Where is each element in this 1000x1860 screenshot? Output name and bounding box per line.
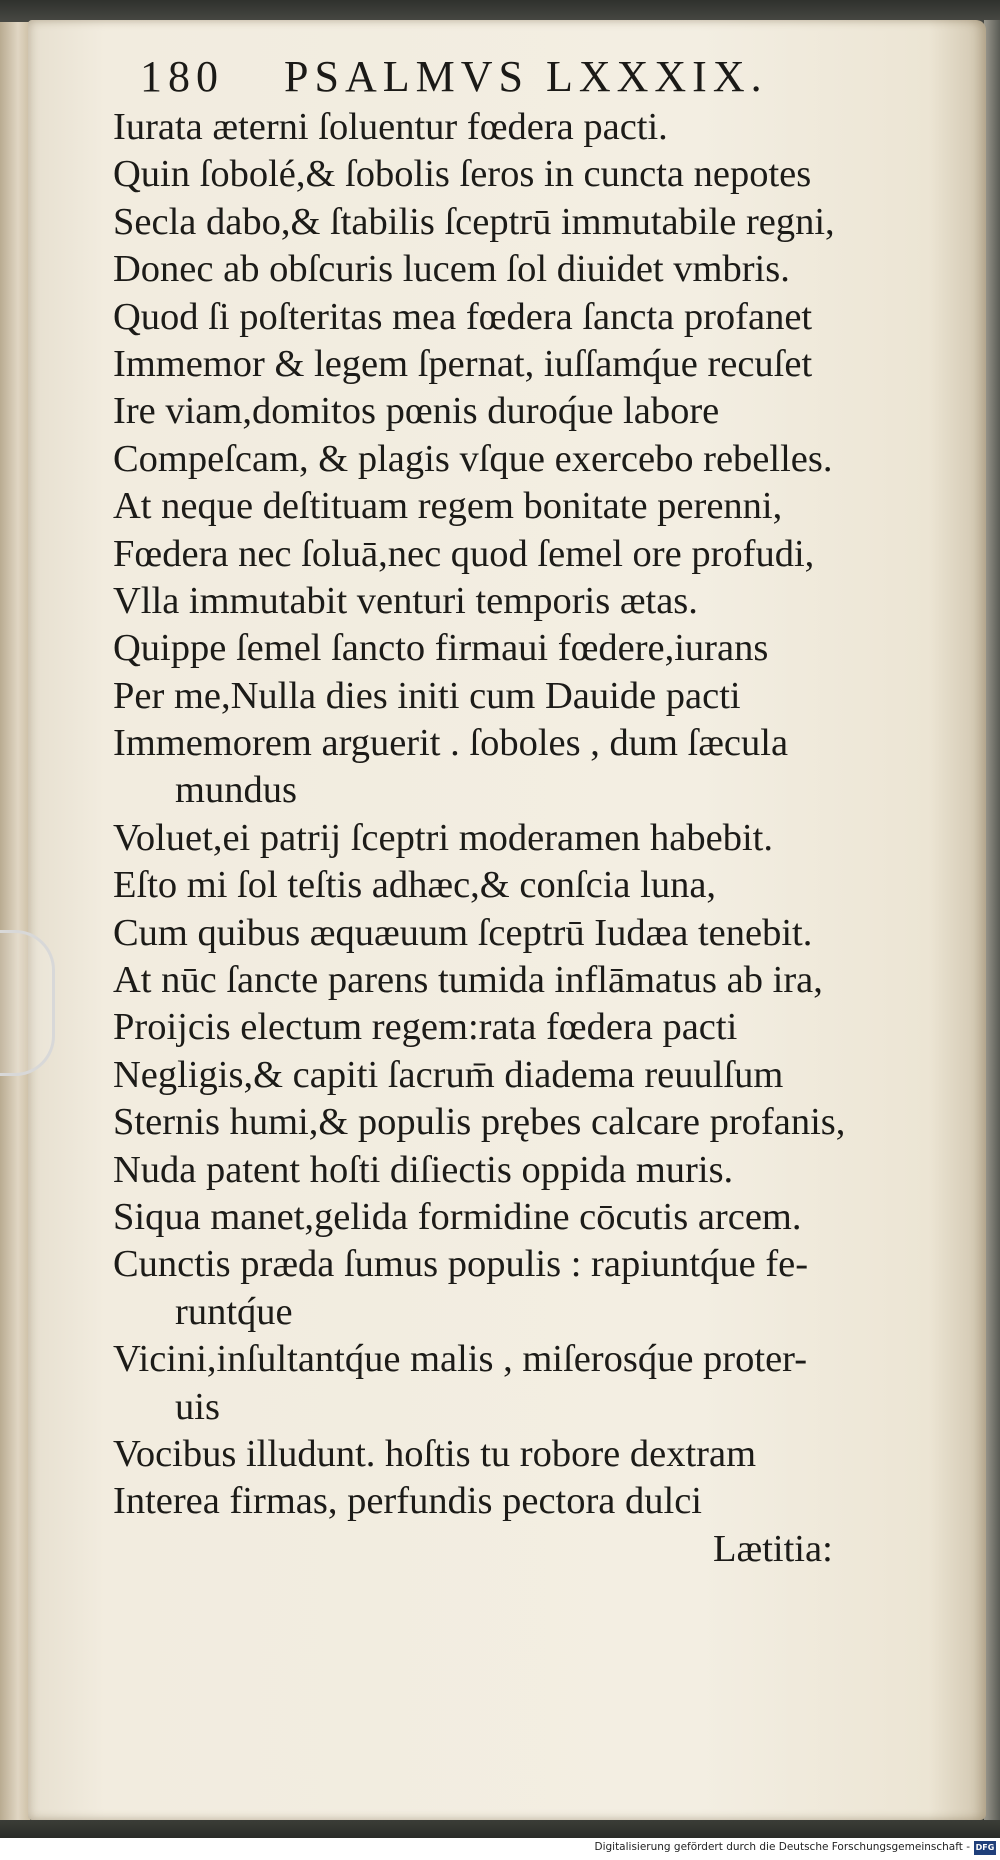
text-line: Donec ab obſcuris lucem ſol diuidet vmbris. bbox=[113, 248, 790, 291]
footer-credit: Digitalisierung gefördert durch die Deutsche Forschungsgemeinschaft - bbox=[594, 1841, 970, 1853]
page-number: 180 bbox=[140, 51, 224, 101]
dfg-logo-icon: DFG bbox=[974, 1841, 996, 1855]
text-line: Eſto mi ſol teſtis adhæc,& conſcia luna, bbox=[113, 864, 717, 907]
text-line: Nuda patent hoſti diſiectis oppida muris. bbox=[113, 1148, 734, 1191]
text-line: Vlla immutabit venturi temporis ætas. bbox=[113, 579, 698, 622]
text-line: Cunctis præda ſumus populis : rapiuntq́ue fe- bbox=[113, 1243, 809, 1286]
text-line: uis bbox=[175, 1385, 220, 1428]
text-line: mundus bbox=[175, 769, 297, 812]
page-stack-edge bbox=[0, 22, 30, 1822]
text-line: Quod ſi poſteritas mea fœdera ſancta profanet bbox=[113, 295, 813, 338]
book-bottom-edge bbox=[0, 1820, 1000, 1838]
text-line: Voluet,ei patrij ſceptri moderamen habebit. bbox=[113, 816, 773, 859]
text-line: Compeſcam, & plagis vſque exercebo rebelles. bbox=[113, 437, 833, 480]
text-line: Interea firmas, perfundis pectora dulci bbox=[113, 1480, 703, 1523]
text-line: Iurata æterni ſoluentur fœdera pacti. bbox=[113, 106, 668, 148]
text-line: Ire viam,domitos pœnis duroq́ue labore bbox=[113, 390, 720, 433]
text-line: Per me,Nulla dies initi cum Dauide pacti bbox=[113, 674, 741, 717]
book-right-edge bbox=[984, 20, 1000, 1830]
text-line: Secla dabo,& ſtabilis ſceptrū immutabile regni, bbox=[113, 200, 835, 243]
text-line: Vocibus illudunt. hoſtis tu robore dextram bbox=[113, 1432, 757, 1475]
text-line: Sternis humi,& populis prębes calcare profanis, bbox=[113, 1101, 846, 1144]
catchword: Lætitia: bbox=[713, 1527, 833, 1570]
text-line: Fœdera nec ſoluā,nec quod ſemel ore profudi, bbox=[113, 532, 815, 575]
text-line: Cum quibus æquæuum ſceptrū Iudæa tenebit. bbox=[113, 911, 813, 954]
text-line: Negligis,& capiti ſacrum̄ diadema reuulſum bbox=[113, 1053, 784, 1096]
text-line: Quin ſobolé,& ſobolis ſeros in cuncta nepotes bbox=[113, 153, 812, 196]
text-line: Siqua manet,gelida formidine cōcutis arcem. bbox=[113, 1195, 802, 1238]
running-title: PSALMVS LXXXIX. bbox=[284, 51, 768, 101]
verse-text bbox=[113, 104, 973, 1573]
digitization-footer bbox=[0, 1838, 1000, 1860]
text-line: Proijcis electum regem:rata fœdera pacti bbox=[113, 1006, 738, 1049]
page-header bbox=[140, 46, 840, 106]
page-clip bbox=[0, 930, 55, 1076]
text-line: Immemorem arguerit . ſoboles , dum ſæcula bbox=[113, 722, 789, 765]
text-line: runtq́ue bbox=[175, 1290, 293, 1333]
text-line: Vicini,inſultantq́ue malis , miſerosq́ue proter- bbox=[113, 1338, 808, 1381]
text-line: At neque deſtituam regem bonitate perenni, bbox=[113, 485, 783, 528]
text-line: At nūc ſancte parens tumida inflāmatus ab ira, bbox=[113, 959, 823, 1002]
text-line: Immemor & legem ſpernat, iuſſamq́ue recuſet bbox=[113, 342, 813, 385]
text-line: Quippe ſemel ſancto firmaui fœdere,iurans bbox=[113, 627, 769, 670]
